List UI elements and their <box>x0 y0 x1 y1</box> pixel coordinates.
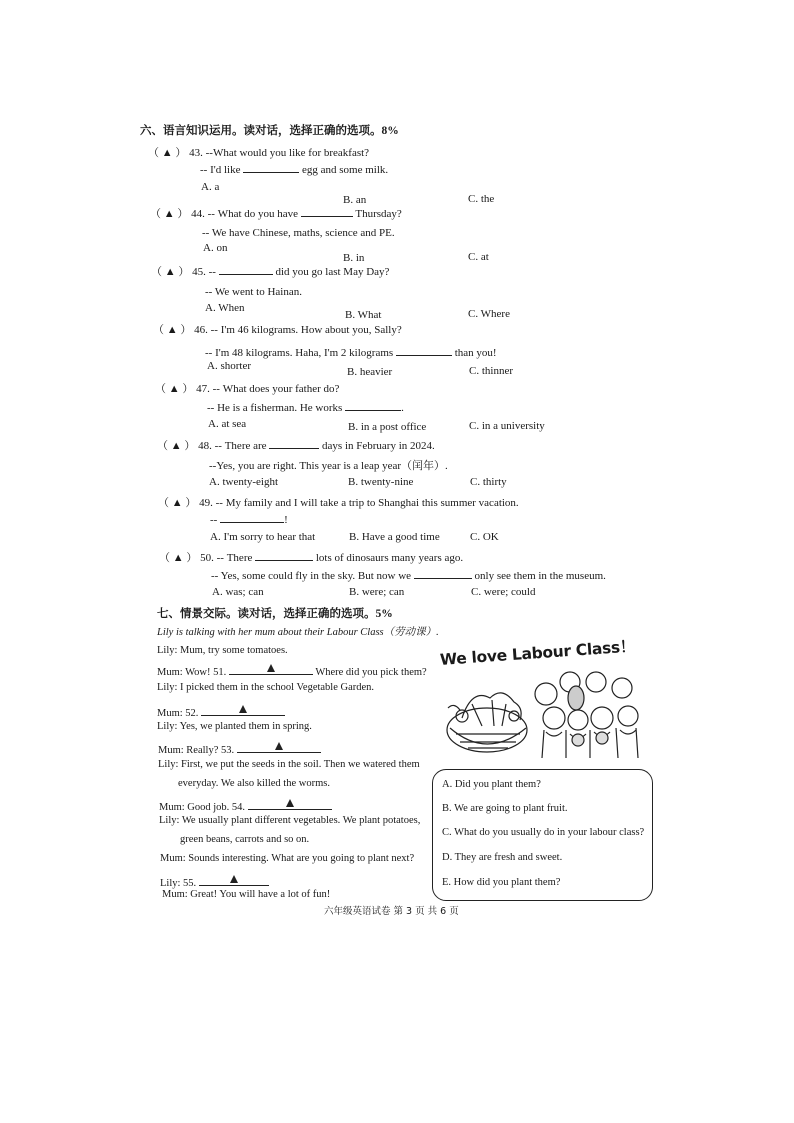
question-text: egg and some milk. <box>301 164 389 176</box>
option-a: A. at sea <box>208 418 247 430</box>
dialogue-line: Lily: We usually plant different vegetables. We plant potatoes, <box>159 815 421 826</box>
answer-blank[interactable] <box>301 206 353 217</box>
question-text: did you go last May Day? <box>275 266 390 278</box>
option-c: C. at <box>468 251 489 263</box>
question-50-line1 <box>159 549 463 565</box>
option-b: B. in a post office <box>348 421 427 433</box>
triangle-icon <box>267 664 275 672</box>
dialogue-line: Lily: Mum, try some tomatoes. <box>157 645 288 656</box>
option-c: C. the <box>468 193 495 205</box>
box-option-e: E. How did you plant them? <box>442 877 561 888</box>
answer-blank-52[interactable] <box>201 704 285 716</box>
answer-blank[interactable] <box>414 568 472 579</box>
question-number: 46. <box>194 324 208 336</box>
question-44-line1 <box>150 205 402 221</box>
triangle-icon <box>275 742 283 750</box>
dialogue-line-52 <box>157 704 285 719</box>
question-46-line2 <box>205 345 497 359</box>
section6-heading: 六、语言知识运用。读对话，选择正确的选项。8% <box>140 125 399 137</box>
question-45-line2: -- We went to Hainan. <box>205 286 302 298</box>
answer-blank-54[interactable] <box>248 798 332 810</box>
question-text: -- He is a fisherman. He works <box>207 402 343 414</box>
triangle-icon <box>230 875 238 883</box>
question-text: -- What does your father do? <box>212 383 340 395</box>
dialogue-text: Mum: Really? 53. <box>158 745 235 756</box>
question-text: days in February in 2024. <box>322 440 435 452</box>
question-number: 45. <box>192 266 206 278</box>
option-c: C. OK <box>470 531 499 543</box>
options-box <box>432 769 653 901</box>
option-a: A. When <box>205 302 245 314</box>
option-b: B. were; can <box>349 586 405 598</box>
section7-intro: Lily is talking with her mum about their Labour Class（劳动课）. <box>157 627 439 638</box>
box-option-b: B. We are going to plant fruit. <box>442 803 568 814</box>
dialogue-text: Where did you pick them? <box>315 667 427 678</box>
question-number: 49. <box>199 497 213 509</box>
box-option-d: D. They are fresh and sweet. <box>442 852 563 863</box>
answer-marker: （ ▲ ） <box>148 147 187 159</box>
option-c: C. thinner <box>469 365 513 377</box>
answer-blank-51[interactable] <box>229 663 313 675</box>
question-number: 44. <box>191 208 205 220</box>
question-number: 50. <box>200 552 214 564</box>
dialogue-line: green beans, carrots and so on. <box>180 834 310 845</box>
answer-blank-55[interactable] <box>199 874 269 886</box>
triangle-icon <box>239 705 247 713</box>
labour-class-illustration <box>442 668 648 764</box>
option-b: B. in <box>343 252 365 264</box>
answer-blank[interactable] <box>243 162 299 173</box>
option-c: C. in a university <box>469 420 545 432</box>
dialogue-text: Mum: Wow! 51. <box>157 667 227 678</box>
question-43-line2 <box>200 162 388 176</box>
answer-marker: （ ▲ ） <box>155 383 194 395</box>
answer-blank[interactable] <box>220 512 284 523</box>
option-c: C. Where <box>468 308 510 320</box>
dialogue-line-51 <box>157 663 427 678</box>
question-text: -- <box>208 266 216 278</box>
question-47-line1 <box>155 380 339 396</box>
question-48-line2: --Yes, you are right. This year is a leap year（闰年）. <box>209 460 448 472</box>
answer-blank[interactable] <box>345 400 401 411</box>
question-text: -- There <box>216 552 253 564</box>
dialogue-line-53 <box>158 741 321 756</box>
option-b: B. Have a good time <box>349 531 440 543</box>
question-47-line2 <box>207 400 404 414</box>
question-45-line1 <box>151 263 389 279</box>
answer-marker: （ ▲ ） <box>153 324 192 336</box>
dialogue-line-55 <box>160 874 269 889</box>
option-a: A. was; can <box>212 586 264 598</box>
option-a: A. on <box>203 242 228 254</box>
triangle-icon <box>286 799 294 807</box>
option-a: A. a <box>201 181 220 193</box>
option-b: B. What <box>345 309 382 321</box>
answer-blank[interactable] <box>396 345 452 356</box>
vegetable-basket-icon <box>447 693 527 752</box>
option-a: A. shorter <box>207 360 251 372</box>
dialogue-line: Mum: Great! You will have a lot of fun! <box>162 889 331 900</box>
question-text: -- What do you have <box>207 208 299 220</box>
question-text: Thursday? <box>355 208 402 220</box>
dialogue-line-54 <box>159 798 332 813</box>
question-44-line2: -- We have Chinese, maths, science and PE. <box>202 227 395 239</box>
question-text: . <box>401 402 404 414</box>
children-group-icon <box>535 672 638 758</box>
dialogue-line: Mum: Sounds interesting. What are you going to plant next? <box>160 853 415 864</box>
question-text: --What would you like for breakfast? <box>205 147 370 159</box>
option-b: B. an <box>343 194 367 206</box>
box-option-c: C. What do you usually do in your labour class? <box>442 827 645 838</box>
page-footer: 六年级英语试卷 第 3 页 共 6 页 <box>324 906 459 917</box>
dialogue-text: Mum: Good job. 54. <box>159 802 246 813</box>
option-a: A. twenty-eight <box>209 476 279 488</box>
question-text: -- I'm 46 kilograms. How about you, Sally? <box>210 324 402 336</box>
question-text: -- <box>210 514 218 526</box>
answer-blank[interactable] <box>219 264 273 275</box>
dialogue-line: everyday. We also killed the worms. <box>178 778 330 789</box>
option-b: B. heavier <box>347 366 393 378</box>
answer-blank-53[interactable] <box>237 741 321 753</box>
option-c: C. thirty <box>470 476 507 488</box>
question-text: -- I'd like <box>200 164 241 176</box>
dialogue-line: Lily: First, we put the seeds in the soil. Then we watered them <box>158 759 420 770</box>
question-text: -- My family and I will take a trip to Shanghai this summer vacation. <box>215 497 519 509</box>
question-50-line2 <box>211 568 606 582</box>
question-43-line1 <box>148 144 369 160</box>
question-text: only see them in the museum. <box>474 570 606 582</box>
answer-marker: （ ▲ ） <box>151 266 190 278</box>
dialogue-line: Lily: Yes, we planted them in spring. <box>157 721 312 732</box>
question-number: 43. <box>189 147 203 159</box>
question-text: -- There are <box>214 440 267 452</box>
answer-marker: （ ▲ ） <box>158 497 197 509</box>
option-a: A. I'm sorry to hear that <box>210 531 316 543</box>
box-option-a: A. Did you plant them? <box>442 779 541 790</box>
question-number: 47. <box>196 383 210 395</box>
question-49-line2 <box>210 512 288 526</box>
answer-marker: （ ▲ ） <box>150 208 189 220</box>
answer-blank[interactable] <box>269 438 319 449</box>
question-49-line1 <box>158 494 519 510</box>
question-text: lots of dinosaurs many years ago. <box>315 552 464 564</box>
answer-blank[interactable] <box>255 550 313 561</box>
picture-title: We love Labour Class！ <box>439 637 636 669</box>
question-text: than you! <box>454 347 497 359</box>
question-text: -- Yes, some could fly in the sky. But now we <box>211 570 412 582</box>
question-text: -- I'm 48 kilograms. Haha, I'm 2 kilograms <box>205 347 394 359</box>
answer-marker: （ ▲ ） <box>157 440 196 452</box>
section7-heading: 七、情景交际。读对话，选择正确的选项。5% <box>157 608 393 620</box>
question-text: ! <box>284 514 288 526</box>
question-48-line1 <box>157 437 435 453</box>
question-46-line1 <box>153 321 402 337</box>
dialogue-text: Lily: 55. <box>160 878 197 889</box>
dialogue-line: Lily: I picked them in the school Vegetable Garden. <box>157 682 375 693</box>
answer-marker: （ ▲ ） <box>159 552 198 564</box>
option-b: B. twenty-nine <box>348 476 414 488</box>
option-c: C. were; could <box>471 586 536 598</box>
question-number: 48. <box>198 440 212 452</box>
dialogue-text: Mum: 52. <box>157 708 199 719</box>
